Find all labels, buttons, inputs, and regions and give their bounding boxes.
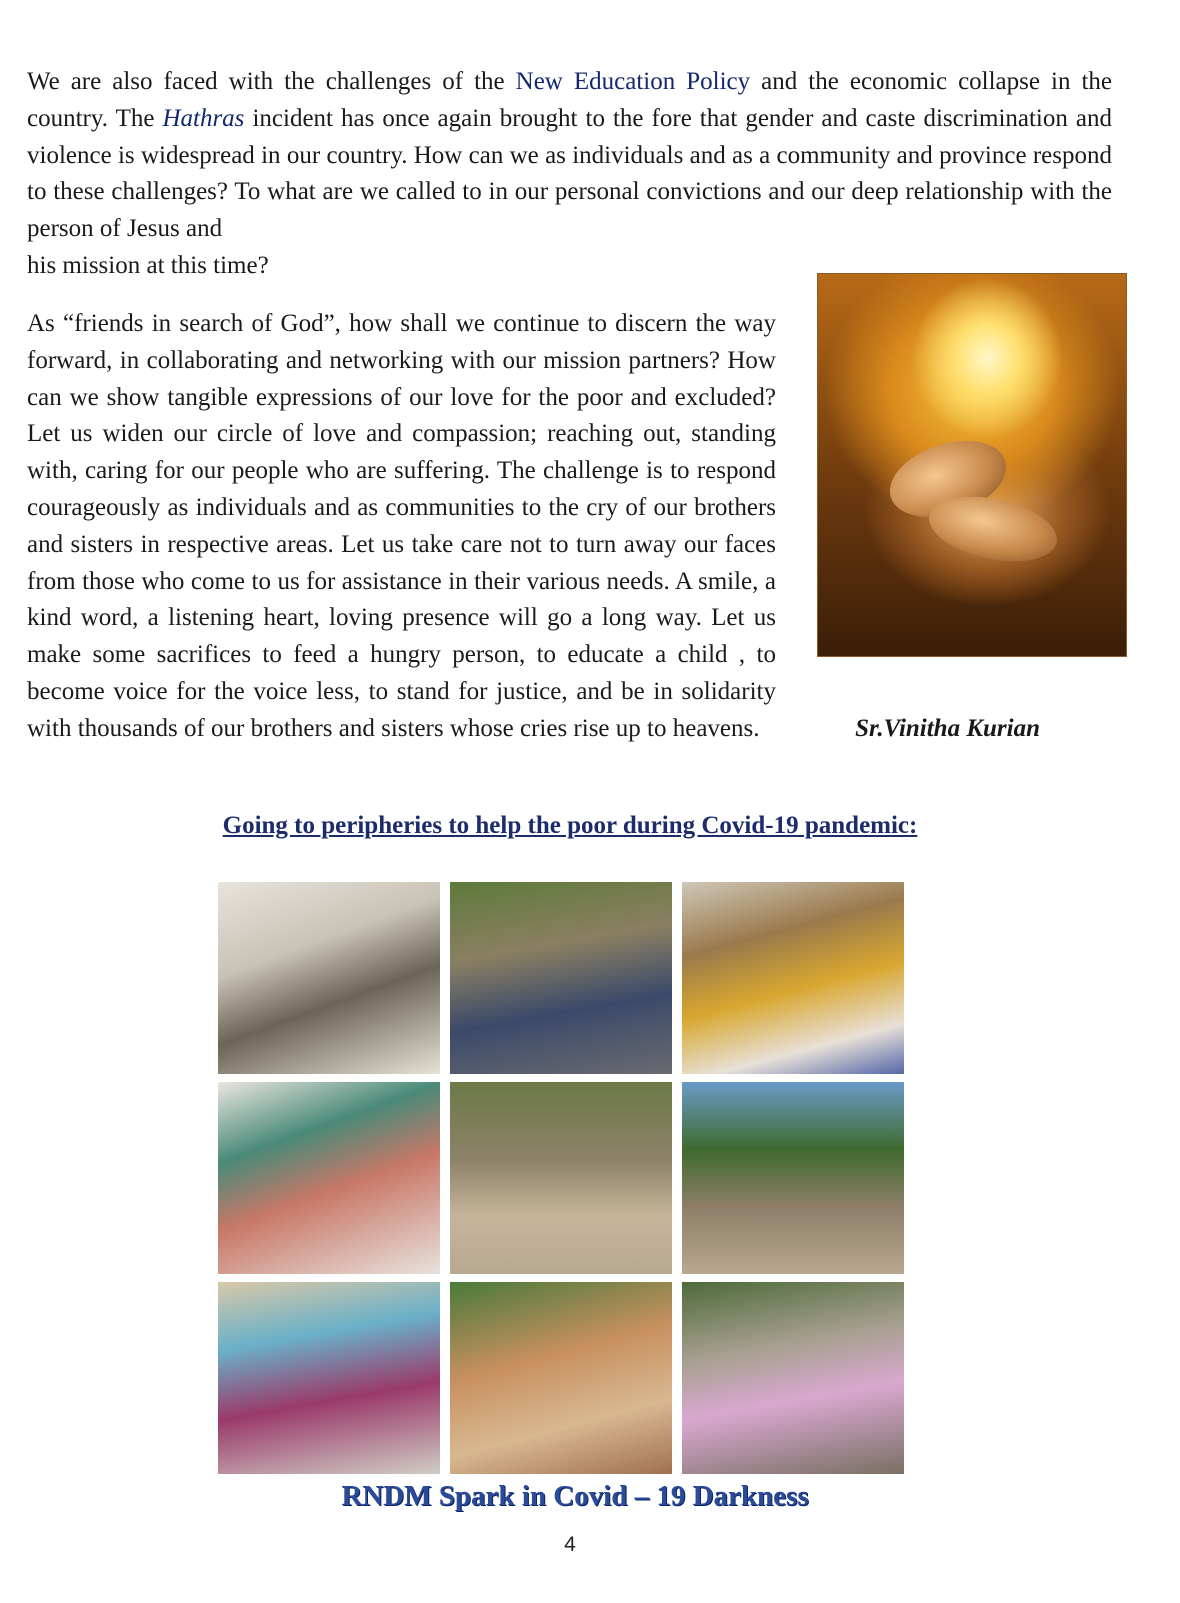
new-education-policy-text: New Education Policy [515,68,751,95]
intro-text-b: and the economic collapse in the country. The [27,68,1113,132]
paragraph-friends-of-god [27,306,1112,748]
photo-outdoor-serving [450,1082,672,1274]
photo-school-distribution [218,1282,440,1474]
collage-caption: RNDM Spark in Covid – 19 Darkness [341,1480,809,1512]
friends-text: As “friends in search of God”, how shall we continue to discern the way forward, in collaborating and networking with our mission partners? How can we show tangible expressions of our love for the poor and excluded? Let us widen our circle of love and compassion; reaching out, standing with, caring for our people who are suffering. The challenge is to respond courageously as individuals and as communities to the cry of our brothers and sisters in respective areas. Let us take care not to turn away our faces from those who come to us for assistance in their various needs. A smile, a kind word, a listening heart, loving presence will go a long way. Let us make some sacrifices to feed a hungry person, to educate a child , to become voice for the voice less, to stand for justice, and be in solidarity with thousands of our brothers and sisters whose cries rise up to heavens. [27,310,776,742]
intro-text-c: incident has once again brought to the fore that gender and caste discrimination and violence is widespread in our country. How can we as individuals and as a community and province respond to these challenges? To what are we called to in our personal convictions and our deep relationship with the person of Jesus and [27,104,1112,243]
intro-text-a: We are also faced with the challenges of the [27,68,516,95]
photo-packing-supplies [218,1082,440,1274]
paragraph-intro [27,64,1112,248]
page-number: 4 [564,1533,576,1556]
photo-queue-in-yard [682,1082,904,1274]
paragraph-intro-end: his mission at this time? [27,252,269,279]
hathras-text: Hathras [162,104,245,132]
signature: Sr.Vinitha Kurian [855,714,1040,742]
section-heading: Going to peripheries to help the poor during Covid-19 pandemic: [222,812,918,839]
photo-cooking-pots [450,882,672,1074]
photo-collage [218,882,918,1482]
photo-mothers-children [450,1282,672,1474]
painting-wrap-space [794,306,1112,688]
photo-food-sacks [218,882,440,1074]
photo-rice-bag-distribution [682,882,904,1074]
photo-handing-groceries [682,1282,904,1474]
